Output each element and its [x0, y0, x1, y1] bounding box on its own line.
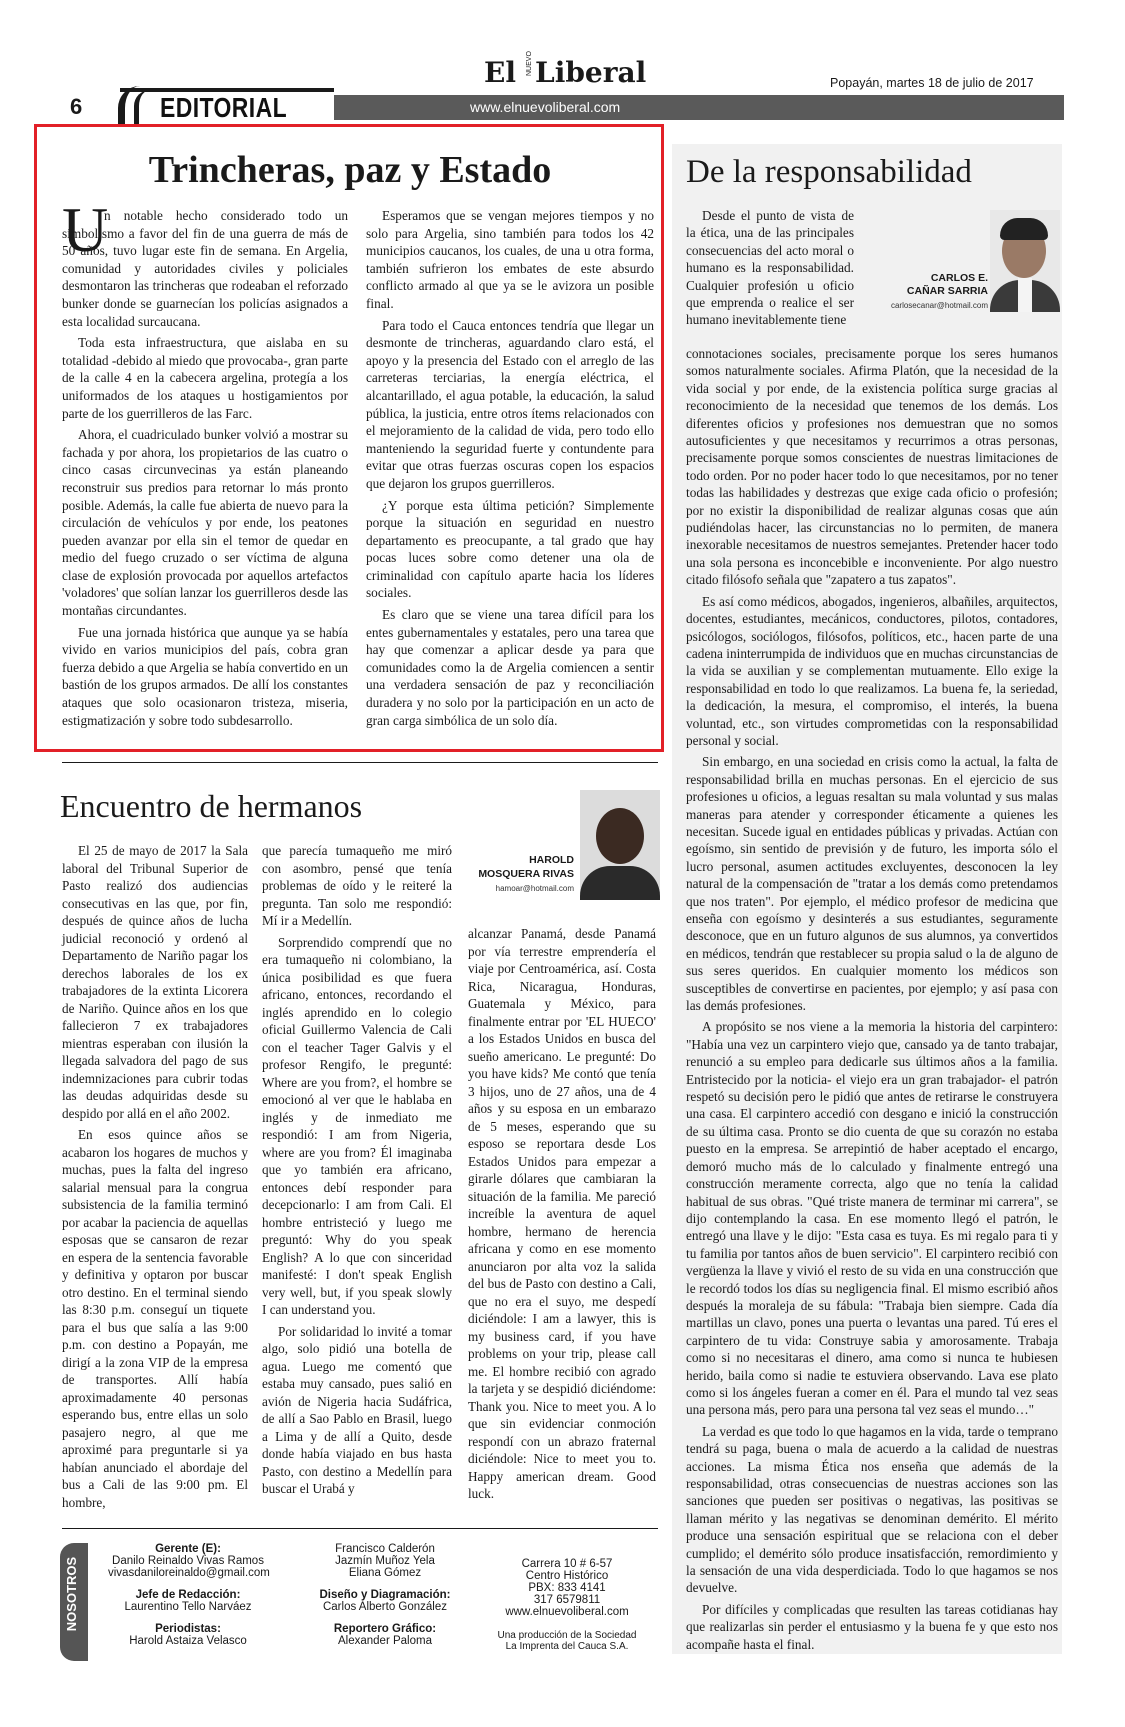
editorial-paragraph: Para todo el Cauca entonces tendría que llegar un desmonte de trincheras, aguardando claro está, el apoyo y la presencia del Estado con el arreglo de las carreteras terciarias, la energía eléctrica, el alcantarillado, el agua potable, la educación, la salud pública, la justicia, entre otros ítems relacionados con el mejoramiento de la calidad de vida, pero todo ello manteniendo la seguridad fuerte y contundente para evitar que otras fuerzas oscuras copen los espacios que dejaron los grupos guerrilleros. — [366, 317, 654, 491]
bottom-paragraph: El 25 de mayo de 2017 la Sala laboral del Tribunal Superior de Pasto realizó dos audiencias consecutivas en las que, por fin, después de quince años de lucha judicial reconoció y ordenó al Departamento de Nariño pagar los derechos laborales de los ex trabajadores de la extinta Licorera de Nariño. Quince años en los que fallecieron 7 ex trabajadores mientras esperaban con ilusión la llegada salvadora del pago de sus indemnizaciones para cubrir todas las deudas adquiridas desde su despido por allá en el año 2002. — [62, 843, 248, 1121]
header-bar — [334, 95, 1064, 120]
author-photo — [580, 790, 660, 900]
author-name: HAROLD — [529, 854, 574, 866]
right-paragraph: A propósito se nos viene a la memoria la historia del carpintero: "Había una vez un carpintero viejo que, cansado ya de tanto trabajar, renunció a su empleo para dedicarle sus últimos años a la familia. Entristecido por la noticia- el viejo era un gran trabajador- el patrón respetó su decisión pero le pidió que antes de retirarse le construyera una casa. El carpintero accedió con desgano e inició la construcción de su última casa. Pronto se dio cuenta de que su corazón no estaba puesto en la empresa. Se arrepintió de haber aceptado el encargo, demoró mucho más de lo calculado y finalmente entregó una construcción meramente correcta, algo que no tenía la calidad habitual de sus obras. "Qué triste manera de terminar mi carrera", se dijo contemplando la casa. En ese momento llegó el patrón, le entregó una llave y le dijo: "Esta casa es tuya. Es mi regalo para ti y tu familia por tantos años de buen servicio". El carpintero recibió con vergüenza la llave y vivió el resto de su vida en una construcción que le recordó todos los días su negligencia final. El mismo escribió años después la moraleja de su fábula: "Trabaja bien siempre. Cada día martillas un clavo, pones una puerta o levantas una pared. Tú eres el carpintero de tu vida: Construye sabia y amorosamente. Trabaja como si no necesitaras el dinero, ama como si nunca te hubiesen herido, baila como si nadie te estuviera observando. Lava ese plato como si los ángeles fueran a comer en él. Para el mundo tal vez seas una persona más, pero para una persona tal vez seas el mundo…" — [686, 1019, 1058, 1418]
footer-web: www.elnuevoliberal.com — [505, 1606, 629, 1618]
production-line: La Imprenta del Cauca S.A. — [505, 1641, 629, 1652]
bottom-col-3 — [468, 925, 656, 1503]
footer-tab-label: NOSOTROS — [64, 1556, 79, 1632]
staff-name: Eliana Gómez — [348, 1567, 422, 1579]
bottom-column-title: Encuentro de hermanos — [60, 788, 363, 824]
author-name: CAÑAR SARRIA — [906, 285, 988, 297]
editorial-title: Trincheras, paz y Estado — [148, 149, 552, 191]
footer-col-2 — [300, 1543, 470, 1647]
right-paragraph: Por difíciles y complicadas que resulten las tareas cotidianas hay que realizarlas sin perder el entusiasmo y la buena fe y que esto nos acompañe hasta el final. — [686, 1601, 1058, 1652]
address: Carrera 10 # 6-57 — [521, 1558, 613, 1570]
website-url: www.elnuevoliberal.com — [470, 99, 621, 115]
jefe-name: Laurentino Tello Narváez — [124, 1601, 252, 1613]
editorial-paragraph: Ahora, el cuadriculado bunker volvió a mostrar su fachada y por ahora, los propietarios de las cuatro o cinco casas circunvecinas ya están planeando reconstruir sus predios para retornar lo más pronto posible. Además, la calle fue abierta de nuevo para la circulación de vehículos y por ende, los peatones pueden avanzar por ella sin el temor de quedar en medio del fuego cruzado o ser víctima de alguna clase de explosión provocada por aquellos artefactos 'voladores' que solían lanzar los guerrilleros desde las montañas circundantes. — [62, 427, 348, 619]
diseno-label: Diseño y Diagramación: — [319, 1589, 451, 1601]
author-shirt — [1018, 278, 1032, 312]
author-name: CARLOS E. — [930, 272, 988, 284]
editorial-paragraph: n notable hecho considerado todo un simbolismo a favor del fin de una guerra de más de 50 años, tuvo lugar este fin de semana. En Argelia, comunidad y autoridades civiles y policiales desmontaron las trincheras que rodeaban el reforzado bunker donde se guarnecían los policías asignados a esta localidad surcaucana. — [62, 208, 348, 329]
right-paragraph: connotaciones sociales, precisamente porque los seres humanos somos naturalmente sociales. Afirma Platón, que la necesidad de la vida social y por ende, de la existencia política surge gracias al reconocimiento de la necesidad que tenemos de los demás. Los diferentes oficios y profesiones nos demuestran que no somos autosuficientes y que necesitamos y recurrimos a otras personas, precisamente porque somos conscientes de nuestras limitaciones de todo orden. Por no poder hacer todo lo que necesitamos, por no tener todas las habilidades y destrezas que exige cada oficio o profesión; por no existir la disponibilidad de realizar algunas cosas que aún pudiéndolas hacer, las circunstancias no lo permiten, de manera inexorable necesitamos de nuestros semejantes. Pretender hacer todo una sola persona es inconcebible e inconveniente. Por algo nuestro citado filósofo señala que "zapatero a tus zapatos". — [686, 346, 1058, 588]
right-paragraph: La verdad es que todo lo que hagamos en la vida, tarde o temprano tendrá su paga, buena o mala de acuerdo a la calidad de nuestras acciones. La misma Ética nos enseña que además de la responsabilidad, otras consecuencias de nuestras acciones son las sanciones que pueden ser positivas o negativas, las positivas se llaman mérito y las negativas se denominan demérito. El mérito produce una sensación espiritual que se relaciona con el deber cumplido; el demérito sólo produce insatisfacción, remordimiento y la sensación de una vida desperdiciada. Todo lo que hagamos se nos devuelve. — [686, 1423, 1058, 1596]
editorial-paragraph: Esperamos que se vengan mejores tiempos y no solo para Argelia, sino también para todos los 42 municipios caucanos, los cuales, de una u otra forma, también sufrieron los embates de este absurdo conflicto armado al que ya se le avizora un posible final. — [366, 208, 654, 311]
bottom-paragraph: alcanzar Panamá, desde Panamá por vía terrestre emprendería el viaje por Centroamérica, así. Costa Rica, Nicaragua, Honduras, Guatemala y México, para finalmente entrar por 'EL HUECO' a los Estados Unidos en busca del sueño americano. Le pregunté: Do you have kids? Me contó que tenía 3 hijos, uno de 27 años, una de 4 años y su esposa en un embarazo de 5 meses, esperando que su esposo se reportara desde Los Estados Unidos para empezar a girarle dólares que cambiaran la situación de la familia. Me pareció increíble la aventura de aquel hombre, hermano de herencia africana y como en ese momento anunciaron por alta voz la salida del bus de Pasto con destino a Cali, que no era el suyo, me despedí diciéndole: I am a lawyer, this is my business card, if you have problems on your trip, please call me. El hombre recibió con agrado la tarjeta y se despidió diciéndome: Thank you. Nice to meet you. A lo que sin evidenciar conmoción respondí con un abrazo fraternal diciéndole: Nice to meet you to. Happy american dream. Good luck. — [468, 926, 656, 1501]
bottom-col-2 — [262, 842, 452, 1502]
author-head — [596, 808, 644, 864]
section-title: EDITORIAL — [160, 92, 288, 123]
address: Centro Histórico — [525, 1570, 609, 1582]
reportero-label: Reportero Gráfico: — [333, 1623, 437, 1635]
bottom-col-1 — [62, 842, 248, 1515]
staff-name: Francisco Calderón — [335, 1543, 435, 1555]
right-paragraph: Es así como médicos, abogados, ingenieros, albañiles, arquitectos, docentes, estudiantes, mecánicos, conductores, pilotos, contadores, psicólogos, sociólogos, filósofos, políticos, etc., hacen parte de una cadena ininterrumpida de individuos que en muchas circunstancias de la vida se auxilian y se complementan mutuamente. Ello exige la responsabilidad en todo lo que realizamos. La buena fe, la seriedad, la dedicación, la mesura, el compromiso, el interés, la buena voluntad, etc., son virtudes comprometidas con la responsabilidad personal y social. — [686, 593, 1058, 748]
footer-divider — [62, 1528, 658, 1529]
masthead-liberal: Liberal — [535, 56, 647, 89]
section-arc-icon — [134, 90, 159, 124]
bottom-paragraph: que parecía tumaqueño me miró con asombro, pensé que tenía problemas de oído y le reiteré la pregunta. Tan solo me respondió: Mí ir a Medellín. — [262, 843, 452, 928]
staff-name: Jazmín Muñoz Yela — [335, 1555, 435, 1567]
editorial-col-1 — [62, 207, 348, 733]
editorial-dropcap: U — [62, 194, 109, 265]
author-suit — [580, 866, 660, 900]
bottom-paragraph: Sorprendido comprendí que no era tumaqueño ni colombiano, la única posibilidad es que fuera africano, entonces, recordando el inglés aprendido en lo colegio oficial Guillermo Valencia de Cali con el teacher Tager Galvis y el profesor Rengifo, le pregunté: Where are you from?, el hombre se emocionó al ver que le hablaba en inglés y de inmediato me respondió: I am from Nigeria, where are you from? Él imaginaba que yo también era africano, entonces debí responder para decepcionarlo: I am from Cali. El hombre entristeció y luego me preguntó: Why do you speak English? A lo que con sinceridad manifesté: I don't speak English very well, but, if you speak slowly I can understand you. — [262, 934, 452, 1317]
author-email: hamoar@hotmail.com — [495, 884, 574, 893]
footer-col-3 — [492, 1558, 642, 1652]
page-number: 6 — [70, 94, 83, 119]
author-photo — [990, 210, 1060, 312]
editorial-paragraph: Toda esta infraestructura, que aislaba en su totalidad -debido al miedo que provocaba-, gran parte de la calle 4 en la cabecera argelina, protegía a los uniformados de los ataques u hostigamientos por parte de los guerrilleros de las Farc. — [62, 335, 348, 421]
gerente-label: Gerente (E): — [155, 1543, 221, 1555]
bottom-paragraph: Por solidaridad lo invité a tomar algo, solo pidió una botella de agua. Luego me comentó que estaba muy cansado, pues salió en avión de Nigeria hacia Sudáfrica, de allí a Sao Pablo en Brasil, luego a Lima y de allí a Quito, desde donde había viajado en bus hasta Pasto, con destino a Medellín para buscar el Urabá y — [262, 1323, 452, 1496]
masthead-nuevo: NUEVO — [526, 51, 533, 76]
gerente-email: vivasdaniloreinaldo@gmail.com — [108, 1567, 270, 1579]
gerente-name: Danilo Reinaldo Vivas Ramos — [112, 1555, 264, 1567]
editorial-paragraph: Es claro que se viene una tarea difícil para los entes gubernamentales y estatales, pero una tarea que hay que comenzar a aplicar desde ya para que comunidades como la de Argelia comiencen a sentir una verdadera sensación de paz y reconciliación duradera y no solo por la participación en un acto de gran carga simbólica de un solo día. — [366, 607, 654, 728]
diseno-name: Carlos Alberto González — [322, 1601, 447, 1613]
divider — [62, 762, 658, 763]
editorial-paragraph: Fue una jornada histórica que aunque ya se había vivido en varios municipios del país, cobra gran fuerza debido a que Argelia se había convertido en un bastión de los grupos armados. De allí los constantes ataques que solo ocasionaron tristeza, miseria, estigmatización y sobre todo subdesarrollo. — [62, 624, 348, 728]
reportero-name: Alexander Paloma — [338, 1635, 432, 1647]
author-email: carlosecanar@hotmail.com — [890, 301, 988, 310]
right-paragraph: Sin embargo, en una sociedad en crisis como la actual, la falta de responsabilidad brilla en muchas personas. En el ejercicio de sus profesiones u oficios, a leguas resaltan su mala voluntad y sus malas maneras para atender y corresponder éticamente a quienes les necesitan. Sucede igual en entidades públicas y privadas. Actúan con egoísmo, sin sentido de previsión y de futuro, les importa sólo el lucro personal, asumen actitudes excluyentes, desconocen la ley natural de la compensación de "tratar a los demás como pretendamos que nos traten". Por ejemplo, el médico profesor de medicina que enseña con egoísmo y desinterés a sus estudiantes, seguramente desconoce, que en un futuro algunos de sus alumnos, ya convertidos en médicos, tendrán que restablecer su propia salud o la de alguno de sus seres queridos. En cualquier momento los médicos son susceptibles de convertirse en pacientes, por ejemplo; y así pasa con las demás profesiones. — [686, 754, 1058, 1014]
footer-col-1 — [108, 1543, 268, 1647]
masthead-el: El — [484, 56, 516, 89]
author-name: MOSQUERA RIVAS — [478, 868, 574, 880]
editorial-col-2 — [366, 207, 654, 733]
periodistas-name: Harold Astaiza Velasco — [129, 1635, 247, 1647]
periodistas-label: Periodistas: — [155, 1623, 221, 1635]
right-column-title: De la responsabilidad — [686, 154, 972, 190]
production-line: Una producción de la Sociedad — [497, 1630, 637, 1641]
editorial-paragraph: ¿Y porque esta última petición? Simplemente porque la situación en seguridad en nuestro departamento es preocupante, a tal grado que hay pocas luces sobre como detener una ola de criminalidad con capítulo aparte hacia los líderes sociales. — [366, 497, 654, 601]
date-line: Popayán, martes 18 de julio de 2017 — [830, 76, 1034, 90]
phone: 317 6579811 — [533, 1594, 601, 1606]
right-column-intro: Desde el punto de vista de la ética, una de las principales consecuencias del acto moral o humano es la responsabilidad. Cualquier profesión u oficio que emprenda o realice el ser humano inevitablemente tiene — [686, 208, 854, 328]
bottom-paragraph: En esos quince años se acabaron los hogares de muchos y muchas, pues la falta del ingreso salarial mensual para la congrua subsistencia de la familia terminó por acabar la paciencia de aquellas esposas que se cansaron de rezar en espera de la sentencia favorable y definitiva y optaron por buscar otro destino. En el terminal siendo las 8:30 p.m. conseguí un tiquete para el bus que salía a las 9:00 p.m. con destino a Popayán, me dirigí a la zona VIP de la empresa de transportes. Allí había aproximadamente 40 personas esperando bus, entre ellas un solo pasajero negro, al que me aproximé para preguntarle si ya habían anunciado el abordaje del bus a Cali de las 9:00 pm. El hombre, — [62, 1127, 248, 1510]
masthead-logo — [484, 51, 647, 94]
jefe-label: Jefe de Redacción: — [135, 1589, 241, 1601]
right-column-body — [686, 345, 1058, 1657]
author-hair — [1000, 218, 1048, 240]
pbx: PBX: 833 4141 — [528, 1582, 606, 1594]
